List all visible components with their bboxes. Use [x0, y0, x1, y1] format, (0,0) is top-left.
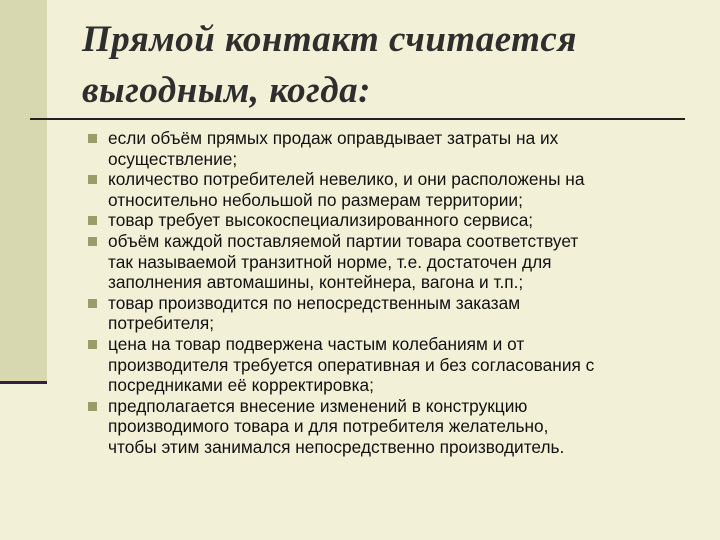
bullet-text-line: так называемой транзитной норме, т.е. достаточен для: [108, 251, 552, 272]
bullet-text-line: производимого товара и для потребителя желательно,: [108, 416, 549, 437]
square-bullet-icon: [88, 340, 97, 349]
bullet-text-line: предполагается внесение изменений в конструкцию: [108, 395, 528, 416]
bullet-text-line: заполнения автомашины, контейнера, вагона и т.п.;: [108, 272, 524, 293]
square-bullet-icon: [88, 175, 97, 184]
title-line-1: Прямой контакт считается: [82, 19, 577, 60]
bullet-text-line: товар производится по непосредственным заказам: [108, 292, 521, 313]
bullet-text-line: товар требует высокоспециализированного сервиса;: [108, 210, 534, 231]
bullet-item: [88, 169, 688, 210]
bullet-text-line: объём каждой поставляемой партии товара соответствует: [108, 230, 579, 251]
square-bullet-icon: [88, 216, 97, 225]
square-bullet-icon: [88, 299, 97, 308]
bullet-item: [88, 293, 688, 334]
bullet-text-line: производителя требуется оперативная и без согласования с: [108, 354, 595, 375]
left-decor-bar: [0, 0, 47, 383]
bullet-item: [88, 396, 688, 458]
bullet-text-line: относительно небольшой по размерам территории;: [108, 189, 523, 210]
title-line-2: выгодным, когда:: [82, 70, 371, 111]
title-underline: [30, 118, 685, 120]
bullet-text-line: количество потребителей невелико, и они расположены на: [108, 169, 585, 190]
bullet-item: [88, 128, 688, 169]
square-bullet-icon: [88, 237, 97, 246]
square-bullet-icon: [88, 402, 97, 411]
bullet-text-line: осуществление;: [108, 148, 238, 169]
bullet-list: [88, 128, 688, 458]
square-bullet-icon: [88, 134, 97, 143]
bullet-text-line: посредниками её корректировка;: [108, 375, 374, 396]
bullet-text-line: цена на товар подвержена частым колебаниям и от: [108, 333, 525, 354]
slide-title: [82, 14, 682, 116]
bullet-text-line: потребителя;: [108, 313, 215, 334]
bullet-item: [88, 231, 688, 293]
bullet-text-line: если объём прямых продаж оправдывает затраты на их: [108, 128, 559, 148]
bullet-text-line: чтобы этим занимался непосредственно производитель.: [108, 436, 565, 457]
bullet-item: [88, 210, 688, 231]
bullet-item: [88, 334, 688, 396]
left-decor-line: [0, 381, 47, 384]
